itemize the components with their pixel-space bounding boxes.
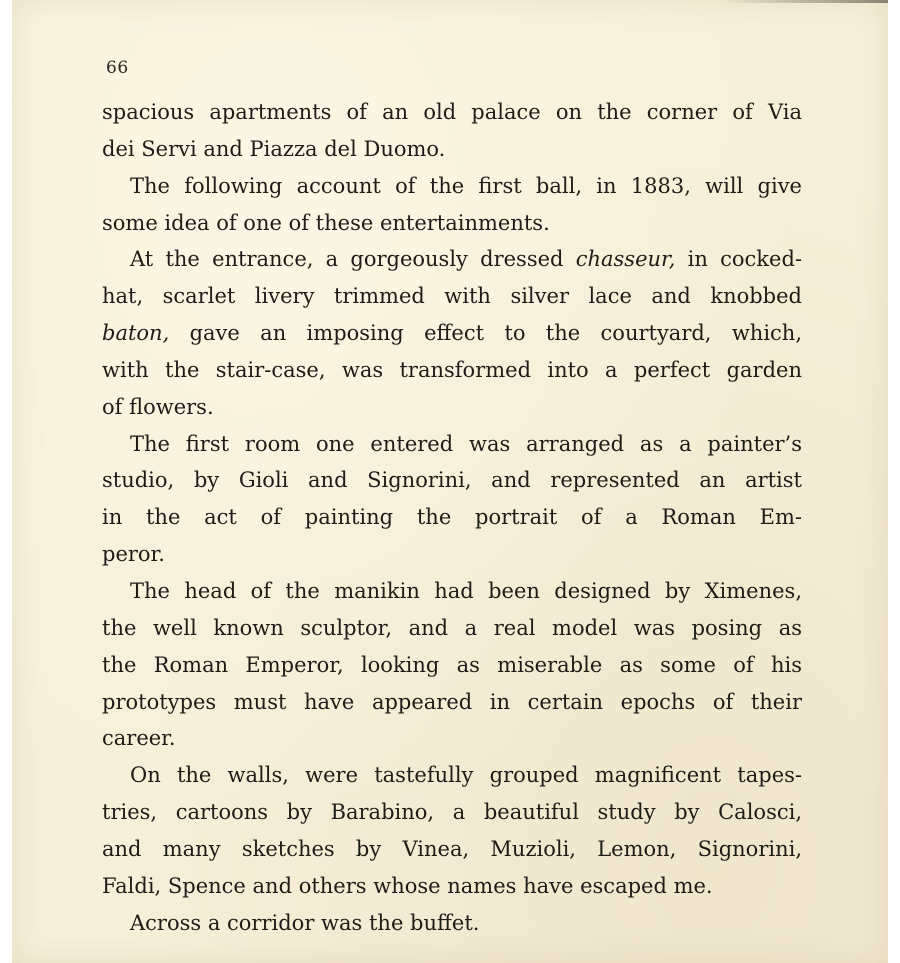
- text-line: [102, 168, 802, 205]
- text-run: The first room one entered was arranged as a painter’s: [130, 431, 802, 456]
- text-run: of flowers.: [102, 394, 214, 419]
- text-run: hat, scarlet livery trimmed with silver lace and knobbed: [102, 284, 802, 309]
- text-run: in the act of painting the portrait of a Roman Em-: [102, 505, 802, 530]
- text-line: [102, 647, 802, 684]
- italic-word: chasseur,: [575, 247, 676, 272]
- text-run: On the walls, were tastefully grouped magnificent tapes-: [130, 763, 802, 788]
- text-run: tries, cartoons by Barabino, a beautiful study by Calosci,: [102, 800, 802, 825]
- text-line: [102, 278, 802, 315]
- text-line: [102, 241, 802, 278]
- text-line: [102, 794, 802, 831]
- text-run: peror.: [102, 542, 165, 567]
- page-edge-shadow: [720, 0, 888, 3]
- text-run: At the entrance, a gorgeously dressed: [130, 247, 576, 272]
- text-run: some idea of one of these entertainments.: [102, 210, 550, 235]
- text-run: studio, by Gioli and Signorini, and represented an artist: [102, 468, 802, 493]
- text-line: [102, 720, 802, 757]
- text-line: [102, 499, 802, 536]
- text-line: [102, 389, 802, 426]
- text-run: career.: [102, 726, 176, 751]
- text-line: [102, 868, 802, 905]
- italic-word: baton,: [102, 321, 170, 346]
- text-run: with the stair-case, was transformed into a perfect garden: [102, 357, 802, 382]
- text-run: Faldi, Spence and others whose names have escaped me.: [102, 873, 713, 898]
- text-line: [102, 131, 802, 168]
- text-line: [102, 205, 802, 242]
- text-line: [102, 426, 802, 463]
- text-run: and many sketches by Vinea, Muzioli, Lemon, Signorini,: [102, 836, 802, 861]
- text-run: spacious apartments of an old palace on the corner of Via: [102, 100, 802, 124]
- text-run: the Roman Emperor, looking as miserable as some of his: [102, 652, 802, 677]
- text-line: [102, 831, 802, 868]
- body-text: [102, 94, 802, 941]
- text-line: [102, 573, 802, 610]
- text-line: [102, 905, 802, 942]
- text-line: [102, 757, 802, 794]
- text-run: prototypes must have appeared in certain epochs of their: [102, 689, 802, 714]
- text-run: The following account of the first ball, in 1883, will give: [130, 173, 802, 198]
- text-run: Across a corridor was the buffet.: [130, 910, 480, 935]
- text-run: in cocked-: [675, 247, 802, 272]
- text-line: [102, 462, 802, 499]
- text-run: the well known sculptor, and a real model was posing as: [102, 615, 802, 640]
- text-line: [102, 352, 802, 389]
- text-line: [102, 610, 802, 647]
- page-number: 66: [106, 58, 129, 78]
- text-line: [102, 94, 802, 131]
- text-run: gave an imposing effect to the courtyard, which,: [169, 321, 802, 346]
- text-run: The head of the manikin had been designed by Ximenes,: [130, 578, 802, 603]
- text-line: [102, 536, 802, 573]
- text-run: dei Servi and Piazza del Duomo.: [102, 136, 446, 161]
- text-line: [102, 315, 802, 352]
- text-line: [102, 684, 802, 721]
